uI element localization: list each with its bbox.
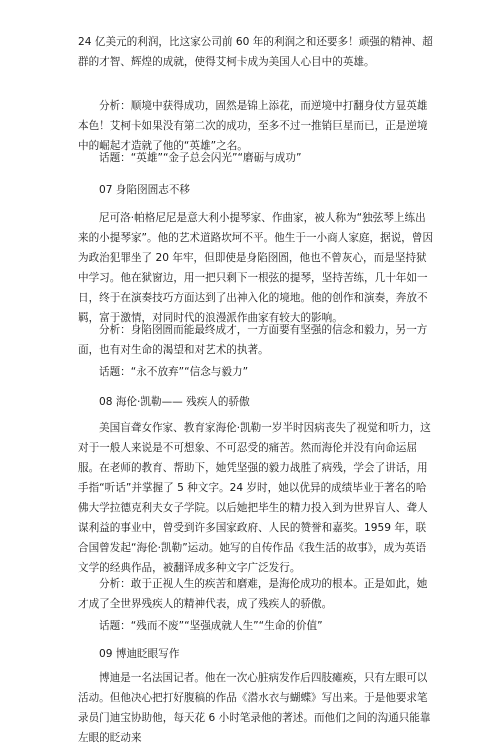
topic-line-3: 话题：“残而不废”“坚强成就人生”“生命的价值”	[99, 620, 323, 632]
paragraph-aikoka-conclusion: 24 亿美元的利润，比这家公司前 60 年的利润之和还要多！顽强的精神、超群的才智、辉煌的成就，使得艾柯卡成为美国人心目中的英雄。	[78, 36, 433, 68]
analysis-paragraph-1: 分析：顺境中获得成功，固然是锦上添花，而逆境中打翻身仗方显英雄本色！艾柯卡如果没有第二次的成功，至多不过一推销巨星而已，正是逆境中的崛起才造就了他的“英雄”之名。	[78, 100, 428, 152]
paragraph-paganini: 尼可洛·帕格尼尼是意大利小提琴家、作曲家，被人称为“独弦琴上练出来的小提琴家”。他的艺术道路坎坷不平。他生于一小商人家庭，据说，曾因为政治犯罪坐了 20 年牢，但即使是身陷囹圄，他也不曾灰心，而是坚持狱中学习。他在狱窗边，用一把只剩下一根弦的提琴，坚持苦练，几十年如一日，终于在演奏技巧方面达到了出神入化的境地。他的创作和演奏，奔放不羁，富于激情，对同时代的浪漫派作曲家有较大的影响。	[78, 212, 434, 324]
section-heading-07: 07 身陷囹圄志不移	[99, 184, 191, 196]
section-heading-09: 09 博迪眨眼写作	[99, 648, 180, 660]
topic-line-2: 话题：“永不放弃”“信念与毅力”	[99, 366, 249, 378]
analysis-paragraph-2: 分析：身陷囹圄而能最终成才，一方面要有坚强的信念和毅力，另一方面，也有对生命的渴望和对艺术的执著。	[78, 324, 428, 356]
paragraph-bauby: 博迪是一名法国记者。他在一次心脏病发作后四肢瘫痪，只有左眼可以活动。但他决心把打好腹稿的作品《潜水衣与蝴蝶》写出来。于是他要求笔录员门迪宝协助他，每天花 6 小时笔录他的著述。而他们之间的沟通只能靠左眼的眨动来	[78, 672, 431, 744]
paragraph-helen-keller: 美国盲聋女作家、教育家海伦·凯勒一岁半时因病丧失了视觉和听力，这对于一般人来说是不可想象、不可忍受的痛苦。然而海伦并没有向命运屈服。在老师的教育、帮助下，她凭坚强的毅力战胜了病残，学会了讲话，用手指“听话”并掌握了 5 种文字。24 岁时，她以优异的成绩毕业于著名的哈佛大学拉德克利夫女子学院。以后她把毕生的精力投入到为世界盲人、聋人谋利益的事业中，曾受到许多国家政府、人民的赞誉和嘉奖。1959 年，联合国曾发起“海伦·凯勒”运动。她写的自传作品《我生活的故事》，成为英语文学的经典作品，被翻译成多种文字广泛发行。	[78, 422, 431, 574]
analysis-paragraph-3: 分析：敢于正视人生的疾苦和磨难，是海伦成功的根本。正是如此，她才成了全世界残疾人的精神代表，成了残疾人的骄傲。	[78, 578, 428, 610]
section-heading-08: 08 海伦·凯勒—— 残疾人的骄傲	[99, 396, 250, 408]
topic-line-1: 话题：“英雄”“金子总会闪光”“磨砺与成功”	[99, 152, 302, 164]
